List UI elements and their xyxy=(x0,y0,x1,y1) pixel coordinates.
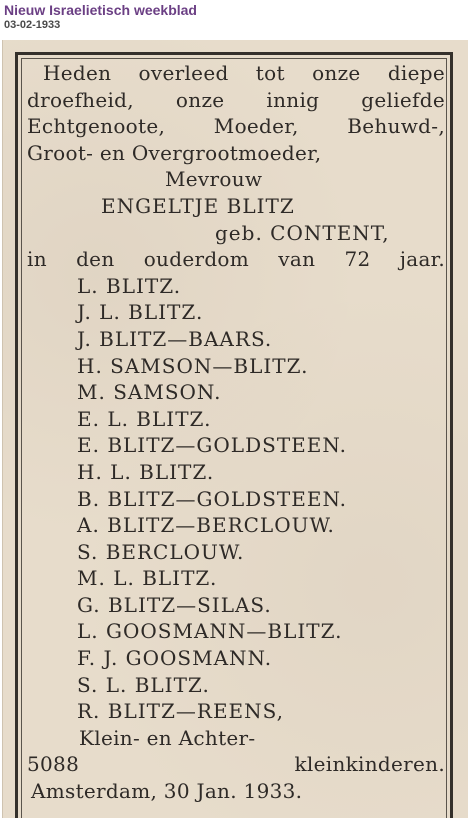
age-line: in den ouderdom van 72 jaar. xyxy=(27,247,445,272)
relative-name: E. BLITZ—GOLDSTEEN. xyxy=(77,433,347,458)
honorific: Mevrouw xyxy=(165,167,263,192)
publication-date: 03-02-1933 xyxy=(4,19,61,31)
relative-name: L. GOOSMANN—BLITZ. xyxy=(77,619,343,644)
publication-header xyxy=(4,2,464,32)
intro-line: Echtgenoote, Moeder, Behuwd-, xyxy=(27,114,445,139)
relative-name: H. SAMSON—BLITZ. xyxy=(77,353,309,378)
intro-line: Groot- en Overgrootmoeder, xyxy=(27,140,322,165)
place-and-date: Amsterdam, 30 Jan. 1933. xyxy=(31,779,303,804)
relative-name: M. SAMSON. xyxy=(77,380,222,405)
ad-number-row xyxy=(27,751,445,778)
relative-name: F. J. GOOSMANN. xyxy=(77,646,273,671)
publication-title[interactable]: Nieuw Israelietisch weekblad xyxy=(4,2,197,18)
grandchildren-line: Klein- en Achter- xyxy=(79,725,256,750)
relative-name: L. BLITZ. xyxy=(77,273,182,298)
deceased-name: ENGELTJE BLITZ xyxy=(101,193,295,218)
death-notice-text xyxy=(27,60,445,805)
relative-name: E. L. BLITZ. xyxy=(77,406,212,431)
relative-name: A. BLITZ—BERCLOUW. xyxy=(77,513,335,538)
maiden-name: geb. CONTENT, xyxy=(215,220,390,245)
intro-line: Heden overleed tot onze diepe xyxy=(43,61,445,85)
relative-name: S. BERCLOUW. xyxy=(77,539,245,564)
intro-line: droefheid, onze innig geliefde xyxy=(27,87,445,112)
ad-number: 5088 xyxy=(27,752,80,777)
relative-name: G. BLITZ—SILAS. xyxy=(77,592,272,617)
grandchildren-line: kleinkinderen. xyxy=(294,752,445,777)
relative-name: B. BLITZ—GOLDSTEEN. xyxy=(77,486,348,511)
relative-name: M. L. BLITZ. xyxy=(77,566,218,591)
relative-name: H. L. BLITZ. xyxy=(77,459,215,484)
relative-name: R. BLITZ—REENS, xyxy=(77,699,284,724)
relative-name: S. L. BLITZ. xyxy=(77,672,210,697)
relative-name: J. BLITZ—BAARS. xyxy=(77,326,273,351)
relative-name: J. L. BLITZ. xyxy=(77,300,204,325)
newspaper-clipping xyxy=(2,40,468,818)
